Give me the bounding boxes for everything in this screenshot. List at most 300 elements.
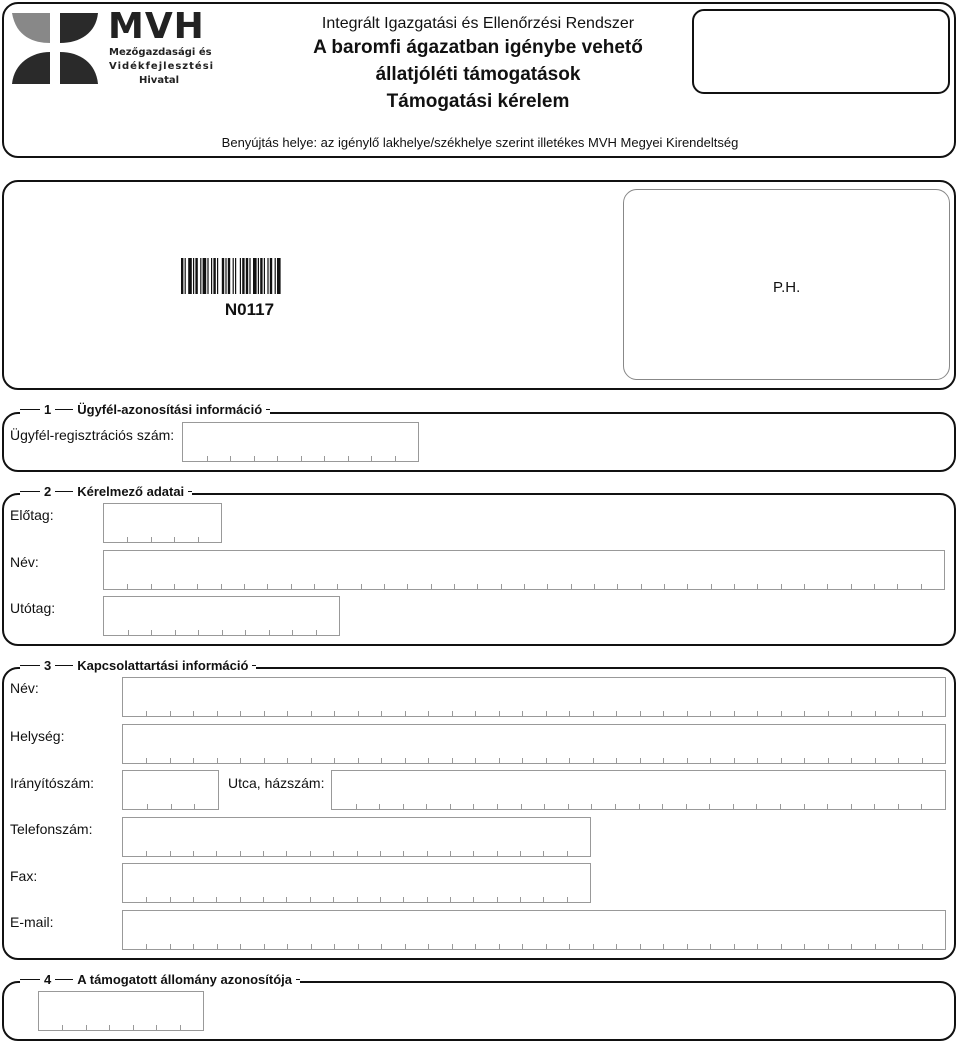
cell-divider: [501, 584, 502, 589]
cell-divider: [170, 711, 171, 716]
cell-divider: [86, 1025, 87, 1030]
cell-divider: [146, 851, 147, 856]
cell-divider: [452, 944, 453, 949]
cell-divider: [546, 944, 547, 949]
cell-divider: [264, 944, 265, 949]
section2-heading: Kérelmező adatai: [73, 484, 188, 499]
cell-divider: [287, 758, 288, 763]
cell-divider: [357, 897, 358, 902]
cell-divider: [180, 1025, 181, 1030]
section4-number: 4: [40, 972, 55, 987]
cell-divider: [174, 584, 175, 589]
cell-divider: [109, 1025, 110, 1030]
cell-divider: [217, 711, 218, 716]
cell-divider: [640, 711, 641, 716]
logo-line2: Vidékfejlesztési: [109, 61, 215, 72]
cell-divider: [522, 758, 523, 763]
cell-divider: [569, 944, 570, 949]
section4-title: [20, 972, 300, 987]
cell-divider: [334, 944, 335, 949]
fax-label: Fax:: [10, 868, 38, 884]
cell-divider: [381, 944, 382, 949]
cell-divider: [499, 711, 500, 716]
cell-divider: [593, 758, 594, 763]
email-input[interactable]: [122, 910, 946, 950]
cell-divider: [687, 944, 688, 949]
cell-divider: [197, 584, 198, 589]
cell-divider: [174, 537, 175, 542]
cell-divider: [454, 584, 455, 589]
cell-divider: [207, 456, 208, 461]
section4-heading: A támogatott állomány azonosítója: [73, 972, 296, 987]
phone-input[interactable]: [122, 817, 591, 857]
cell-divider: [230, 456, 231, 461]
mvh-logo-icon: [10, 11, 102, 86]
cell-divider: [426, 804, 427, 809]
cell-divider: [639, 804, 640, 809]
barcode-bar: [260, 258, 262, 294]
barcode-bar: [228, 258, 230, 294]
cell-divider: [593, 711, 594, 716]
cell-divider: [477, 584, 478, 589]
cell-divider: [263, 897, 264, 902]
cell-divider: [662, 804, 663, 809]
cell-divider: [569, 711, 570, 716]
cell-divider: [520, 897, 521, 902]
cell-divider: [147, 804, 148, 809]
cell-divider: [405, 944, 406, 949]
cell-divider: [216, 897, 217, 902]
cell-divider: [851, 711, 852, 716]
office-use-box: [692, 9, 950, 94]
cell-divider: [546, 711, 547, 716]
barcode-bar: [193, 258, 194, 294]
cell-divider: [403, 804, 404, 809]
cell-divider: [922, 711, 923, 716]
system-name: Integrált Igazgatási és Ellenőrzési Rendszer: [321, 15, 635, 32]
cell-divider: [757, 944, 758, 949]
cell-divider: [407, 584, 408, 589]
cell-divider: [757, 758, 758, 763]
cell-divider: [348, 456, 349, 461]
cell-divider: [617, 584, 618, 589]
cell-divider: [663, 711, 664, 716]
section3-number: 3: [40, 658, 55, 673]
cell-divider: [198, 630, 199, 635]
cell-divider: [663, 944, 664, 949]
cell-divider: [709, 804, 710, 809]
cell-divider: [379, 804, 380, 809]
cell-divider: [277, 456, 278, 461]
cell-divider: [594, 584, 595, 589]
cell-divider: [567, 851, 568, 856]
cell-divider: [898, 944, 899, 949]
barcode-bar: [277, 258, 281, 294]
email-label: E-mail:: [10, 914, 54, 930]
cell-divider: [710, 711, 711, 716]
cell-divider: [522, 944, 523, 949]
cell-divider: [333, 851, 334, 856]
cell-divider: [616, 944, 617, 949]
cell-divider: [314, 584, 315, 589]
cell-divider: [337, 584, 338, 589]
cell-divider: [310, 897, 311, 902]
cell-divider: [371, 456, 372, 461]
barcode-bar: [211, 258, 212, 294]
cell-divider: [311, 944, 312, 949]
cell-divider: [217, 944, 218, 949]
cell-divider: [756, 804, 757, 809]
cell-divider: [687, 584, 688, 589]
cell-divider: [499, 758, 500, 763]
cell-divider: [615, 804, 616, 809]
cell-divider: [240, 711, 241, 716]
cell-divider: [128, 630, 129, 635]
cell-divider: [521, 804, 522, 809]
cell-divider: [734, 711, 735, 716]
cell-divider: [291, 584, 292, 589]
cell-divider: [757, 711, 758, 716]
cell-divider: [222, 630, 223, 635]
contact-name-label: Név:: [10, 680, 39, 696]
cell-divider: [216, 851, 217, 856]
cell-divider: [133, 1025, 134, 1030]
cell-divider: [193, 897, 194, 902]
cell-divider: [333, 897, 334, 902]
cell-divider: [546, 758, 547, 763]
cell-divider: [403, 897, 404, 902]
cell-divider: [380, 897, 381, 902]
barcode-bar: [213, 258, 215, 294]
barcode-bar: [253, 258, 257, 294]
cell-divider: [240, 758, 241, 763]
cell-divider: [151, 537, 152, 542]
barcode-bar: [200, 258, 201, 294]
cell-divider: [292, 630, 293, 635]
section3-title: [20, 658, 256, 673]
cell-divider: [450, 804, 451, 809]
contact-name-input[interactable]: [122, 677, 946, 717]
cell-divider: [431, 584, 432, 589]
cell-divider: [497, 851, 498, 856]
cell-divider: [311, 711, 312, 716]
barcode-bar: [235, 258, 236, 294]
cell-divider: [263, 851, 264, 856]
suffix-input[interactable]: [103, 596, 340, 636]
cell-divider: [922, 944, 923, 949]
cell-divider: [547, 584, 548, 589]
cell-divider: [781, 758, 782, 763]
cell-divider: [851, 758, 852, 763]
cell-divider: [591, 804, 592, 809]
cell-divider: [781, 944, 782, 949]
cell-divider: [395, 456, 396, 461]
cell-divider: [156, 1025, 157, 1030]
cell-divider: [922, 758, 923, 763]
cell-divider: [828, 711, 829, 716]
cell-divider: [522, 711, 523, 716]
cell-divider: [568, 804, 569, 809]
cell-divider: [571, 584, 572, 589]
cell-divider: [193, 851, 194, 856]
cell-divider: [640, 758, 641, 763]
barcode-image: [181, 258, 318, 294]
cell-divider: [286, 897, 287, 902]
city-label: Helység:: [10, 728, 65, 744]
cell-divider: [734, 584, 735, 589]
cell-divider: [616, 711, 617, 716]
cell-divider: [146, 897, 147, 902]
barcode-bar: [240, 258, 241, 294]
cell-divider: [475, 758, 476, 763]
cell-divider: [240, 944, 241, 949]
logo-line1: Mezőgazdasági és: [109, 47, 212, 58]
cell-divider: [475, 711, 476, 716]
cell-divider: [827, 804, 828, 809]
cell-divider: [544, 804, 545, 809]
cell-divider: [310, 851, 311, 856]
cell-divider: [264, 758, 265, 763]
cell-divider: [664, 584, 665, 589]
barcode-bar: [264, 258, 265, 294]
cell-divider: [171, 804, 172, 809]
cell-divider: [240, 897, 241, 902]
cell-divider: [267, 584, 268, 589]
cell-divider: [804, 758, 805, 763]
cell-divider: [286, 851, 287, 856]
cell-divider: [450, 851, 451, 856]
cell-divider: [686, 804, 687, 809]
cell-divider: [827, 584, 828, 589]
cell-divider: [428, 711, 429, 716]
cell-divider: [781, 584, 782, 589]
cell-divider: [499, 944, 500, 949]
cell-divider: [254, 456, 255, 461]
section1-title: [20, 402, 270, 417]
cell-divider: [781, 711, 782, 716]
cell-divider: [384, 584, 385, 589]
form-title-line3: Támogatási kérelem: [386, 91, 570, 112]
cell-divider: [641, 584, 642, 589]
cell-divider: [734, 944, 735, 949]
cell-divider: [151, 630, 152, 635]
barcode-bar: [270, 258, 272, 294]
cell-divider: [193, 944, 194, 949]
cell-divider: [898, 711, 899, 716]
cell-divider: [361, 584, 362, 589]
barcode-bar: [207, 258, 208, 294]
cell-divider: [851, 584, 852, 589]
cell-divider: [358, 711, 359, 716]
cell-divider: [62, 1025, 63, 1030]
cell-divider: [175, 630, 176, 635]
cell-divider: [405, 758, 406, 763]
cell-divider: [334, 758, 335, 763]
cell-divider: [381, 758, 382, 763]
cell-divider: [567, 897, 568, 902]
cell-divider: [428, 944, 429, 949]
cell-divider: [828, 758, 829, 763]
cell-divider: [898, 804, 899, 809]
cell-divider: [151, 584, 152, 589]
barcode-bar: [203, 258, 207, 294]
zip-label: Irányítószám:: [10, 775, 95, 791]
cell-divider: [687, 711, 688, 716]
barcode-bar: [222, 258, 224, 294]
cell-divider: [127, 584, 128, 589]
cell-divider: [616, 758, 617, 763]
cell-divider: [452, 758, 453, 763]
cell-divider: [194, 804, 195, 809]
cell-divider: [316, 630, 317, 635]
logo-brand: MVH: [108, 6, 205, 47]
cell-divider: [875, 758, 876, 763]
cell-divider: [324, 456, 325, 461]
barcode-bar: [225, 258, 226, 294]
barcode-bar: [246, 258, 248, 294]
street-label: Utca, házszám:: [228, 775, 325, 791]
applicant-name-input[interactable]: [103, 550, 945, 590]
cell-divider: [127, 537, 128, 542]
barcode-bar: [217, 258, 218, 294]
cell-divider: [170, 758, 171, 763]
cell-divider: [733, 804, 734, 809]
form-title-line2: állatjóléti támogatások: [375, 64, 581, 85]
cell-divider: [240, 851, 241, 856]
herd-id-input[interactable]: [38, 991, 204, 1031]
barcode-bar: [195, 258, 197, 294]
cell-divider: [381, 711, 382, 716]
cell-divider: [146, 944, 147, 949]
cell-divider: [301, 456, 302, 461]
stamp-label: P.H.: [773, 279, 801, 296]
cell-divider: [357, 851, 358, 856]
cell-divider: [851, 944, 852, 949]
cell-divider: [921, 804, 922, 809]
cell-divider: [475, 944, 476, 949]
fax-input[interactable]: [122, 863, 591, 903]
cell-divider: [428, 758, 429, 763]
cell-divider: [524, 584, 525, 589]
street-input[interactable]: [331, 770, 946, 810]
phone-label: Telefonszám:: [10, 821, 93, 837]
cell-divider: [874, 584, 875, 589]
cell-divider: [146, 758, 147, 763]
cell-divider: [640, 944, 641, 949]
cell-divider: [497, 804, 498, 809]
cell-divider: [804, 944, 805, 949]
cell-divider: [146, 711, 147, 716]
cell-divider: [874, 804, 875, 809]
logo-line3: Hivatal: [139, 75, 180, 86]
cell-divider: [804, 711, 805, 716]
cell-divider: [170, 851, 171, 856]
barcode-bar: [275, 258, 276, 294]
section1-heading: Ügyfél-azonosítási információ: [73, 402, 266, 417]
submission-place: Benyújtás helye: az igénylő lakhelye/székhelye szerint illetékes MVH Megyei Kirendeltség: [221, 135, 739, 150]
form-title-line1: A baromfi ágazatban igénybe vehető: [313, 37, 643, 58]
name-label: Név:: [10, 554, 39, 570]
cell-divider: [851, 804, 852, 809]
cell-divider: [875, 711, 876, 716]
cell-divider: [380, 851, 381, 856]
cell-divider: [287, 711, 288, 716]
cell-divider: [405, 711, 406, 716]
cell-divider: [264, 711, 265, 716]
cell-divider: [403, 851, 404, 856]
cell-divider: [311, 758, 312, 763]
cell-divider: [427, 897, 428, 902]
cell-divider: [193, 758, 194, 763]
cell-divider: [427, 851, 428, 856]
cell-divider: [780, 804, 781, 809]
cell-divider: [875, 944, 876, 949]
cell-divider: [269, 630, 270, 635]
cell-divider: [221, 584, 222, 589]
suffix-label: Utótag:: [10, 600, 56, 616]
cell-divider: [287, 944, 288, 949]
cell-divider: [897, 584, 898, 589]
cell-divider: [757, 584, 758, 589]
cell-divider: [710, 944, 711, 949]
prefix-input[interactable]: [103, 503, 222, 543]
cell-divider: [198, 537, 199, 542]
cell-divider: [804, 804, 805, 809]
cell-divider: [663, 758, 664, 763]
cell-divider: [358, 944, 359, 949]
cell-divider: [452, 711, 453, 716]
registration-number-input[interactable]: [182, 422, 419, 462]
barcode-bar: [233, 258, 234, 294]
cell-divider: [450, 897, 451, 902]
section2-number: 2: [40, 484, 55, 499]
cell-divider: [543, 897, 544, 902]
cell-divider: [358, 758, 359, 763]
cell-divider: [473, 804, 474, 809]
cell-divider: [710, 758, 711, 763]
cell-divider: [828, 944, 829, 949]
cell-divider: [334, 711, 335, 716]
cell-divider: [356, 804, 357, 809]
section2-title: [20, 484, 192, 499]
barcode-bar: [181, 258, 183, 294]
barcode-bar: [185, 258, 186, 294]
cell-divider: [921, 584, 922, 589]
barcode-code: N0117: [224, 300, 275, 319]
cell-divider: [170, 897, 171, 902]
barcode-bar: [258, 258, 259, 294]
city-input[interactable]: [122, 724, 946, 764]
zip-input[interactable]: [122, 770, 219, 810]
section3-heading: Kapcsolattartási információ: [73, 658, 252, 673]
prefix-label: Előtag:: [10, 507, 54, 523]
cell-divider: [520, 851, 521, 856]
section1-number: 1: [40, 402, 55, 417]
registration-label: Ügyfél-regisztrációs szám:: [10, 427, 175, 443]
cell-divider: [473, 851, 474, 856]
cell-divider: [734, 758, 735, 763]
cell-divider: [687, 758, 688, 763]
cell-divider: [244, 584, 245, 589]
cell-divider: [217, 758, 218, 763]
barcode-bar: [267, 258, 268, 294]
cell-divider: [804, 584, 805, 589]
cell-divider: [898, 758, 899, 763]
barcode-bar: [249, 258, 250, 294]
cell-divider: [245, 630, 246, 635]
cell-divider: [497, 897, 498, 902]
cell-divider: [193, 711, 194, 716]
